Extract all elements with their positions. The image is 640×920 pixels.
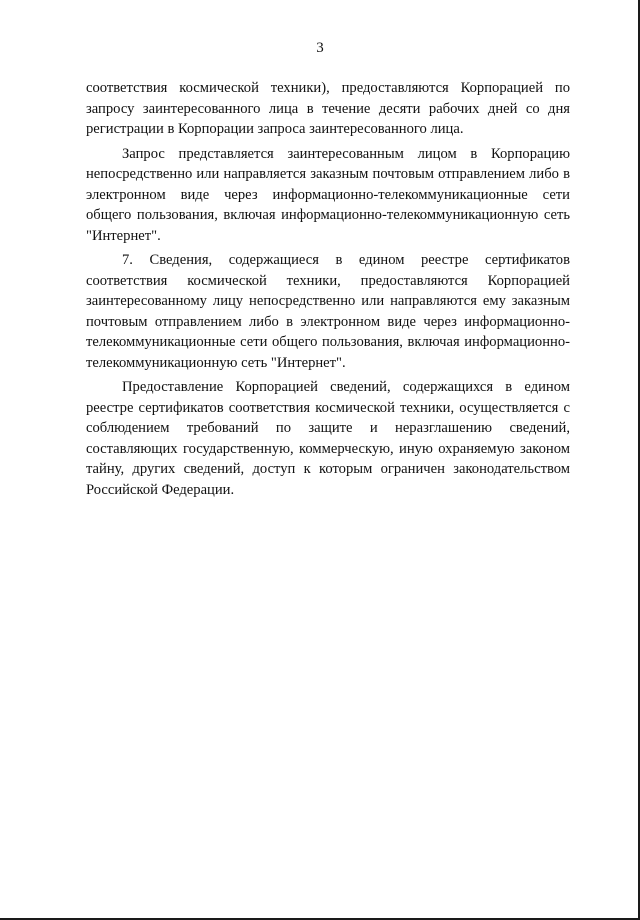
page-number: 3	[316, 40, 324, 56]
paragraph-provision: Предоставление Корпорацией сведений, содержащихся в едином реестре сертификатов соответствия космической техники, осуществляется с соблюдением требований по защите и неразглашению сведений, составляющих государственную, коммерческую, иную охраняемую законом тайну, других сведений, доступ к которым ограничен законодательством Российской Федерации.	[86, 379, 570, 498]
paragraph-continuation: соответствия космической техники), предоставляются Корпорацией по запросу заинтересованного лица в течение десяти рабочих дней со дня регистрации в Корпорации запроса заинтересованного лица.	[86, 80, 570, 137]
document-body	[86, 78, 570, 500]
paragraph-item-7: 7. Сведения, содержащиеся в едином реестре сертификатов соответствия космической техники, предоставляются Корпорацией заинтересованному лицу непосредственно или направляются ему заказным почтовым отправлением либо в электронном виде через информационно-телекоммуникационные сети общего пользования, включая информационно-телекоммуникационную сеть "Интернет".	[86, 252, 570, 371]
paragraph-request: Запрос представляется заинтересованным лицом в Корпорацию непосредственно или направляется заказным почтовым отправлением либо в электронном виде через информационно-телекоммуникационные сети общего пользования, включая информационно-телекоммуникационную сеть "Интернет".	[86, 145, 570, 244]
